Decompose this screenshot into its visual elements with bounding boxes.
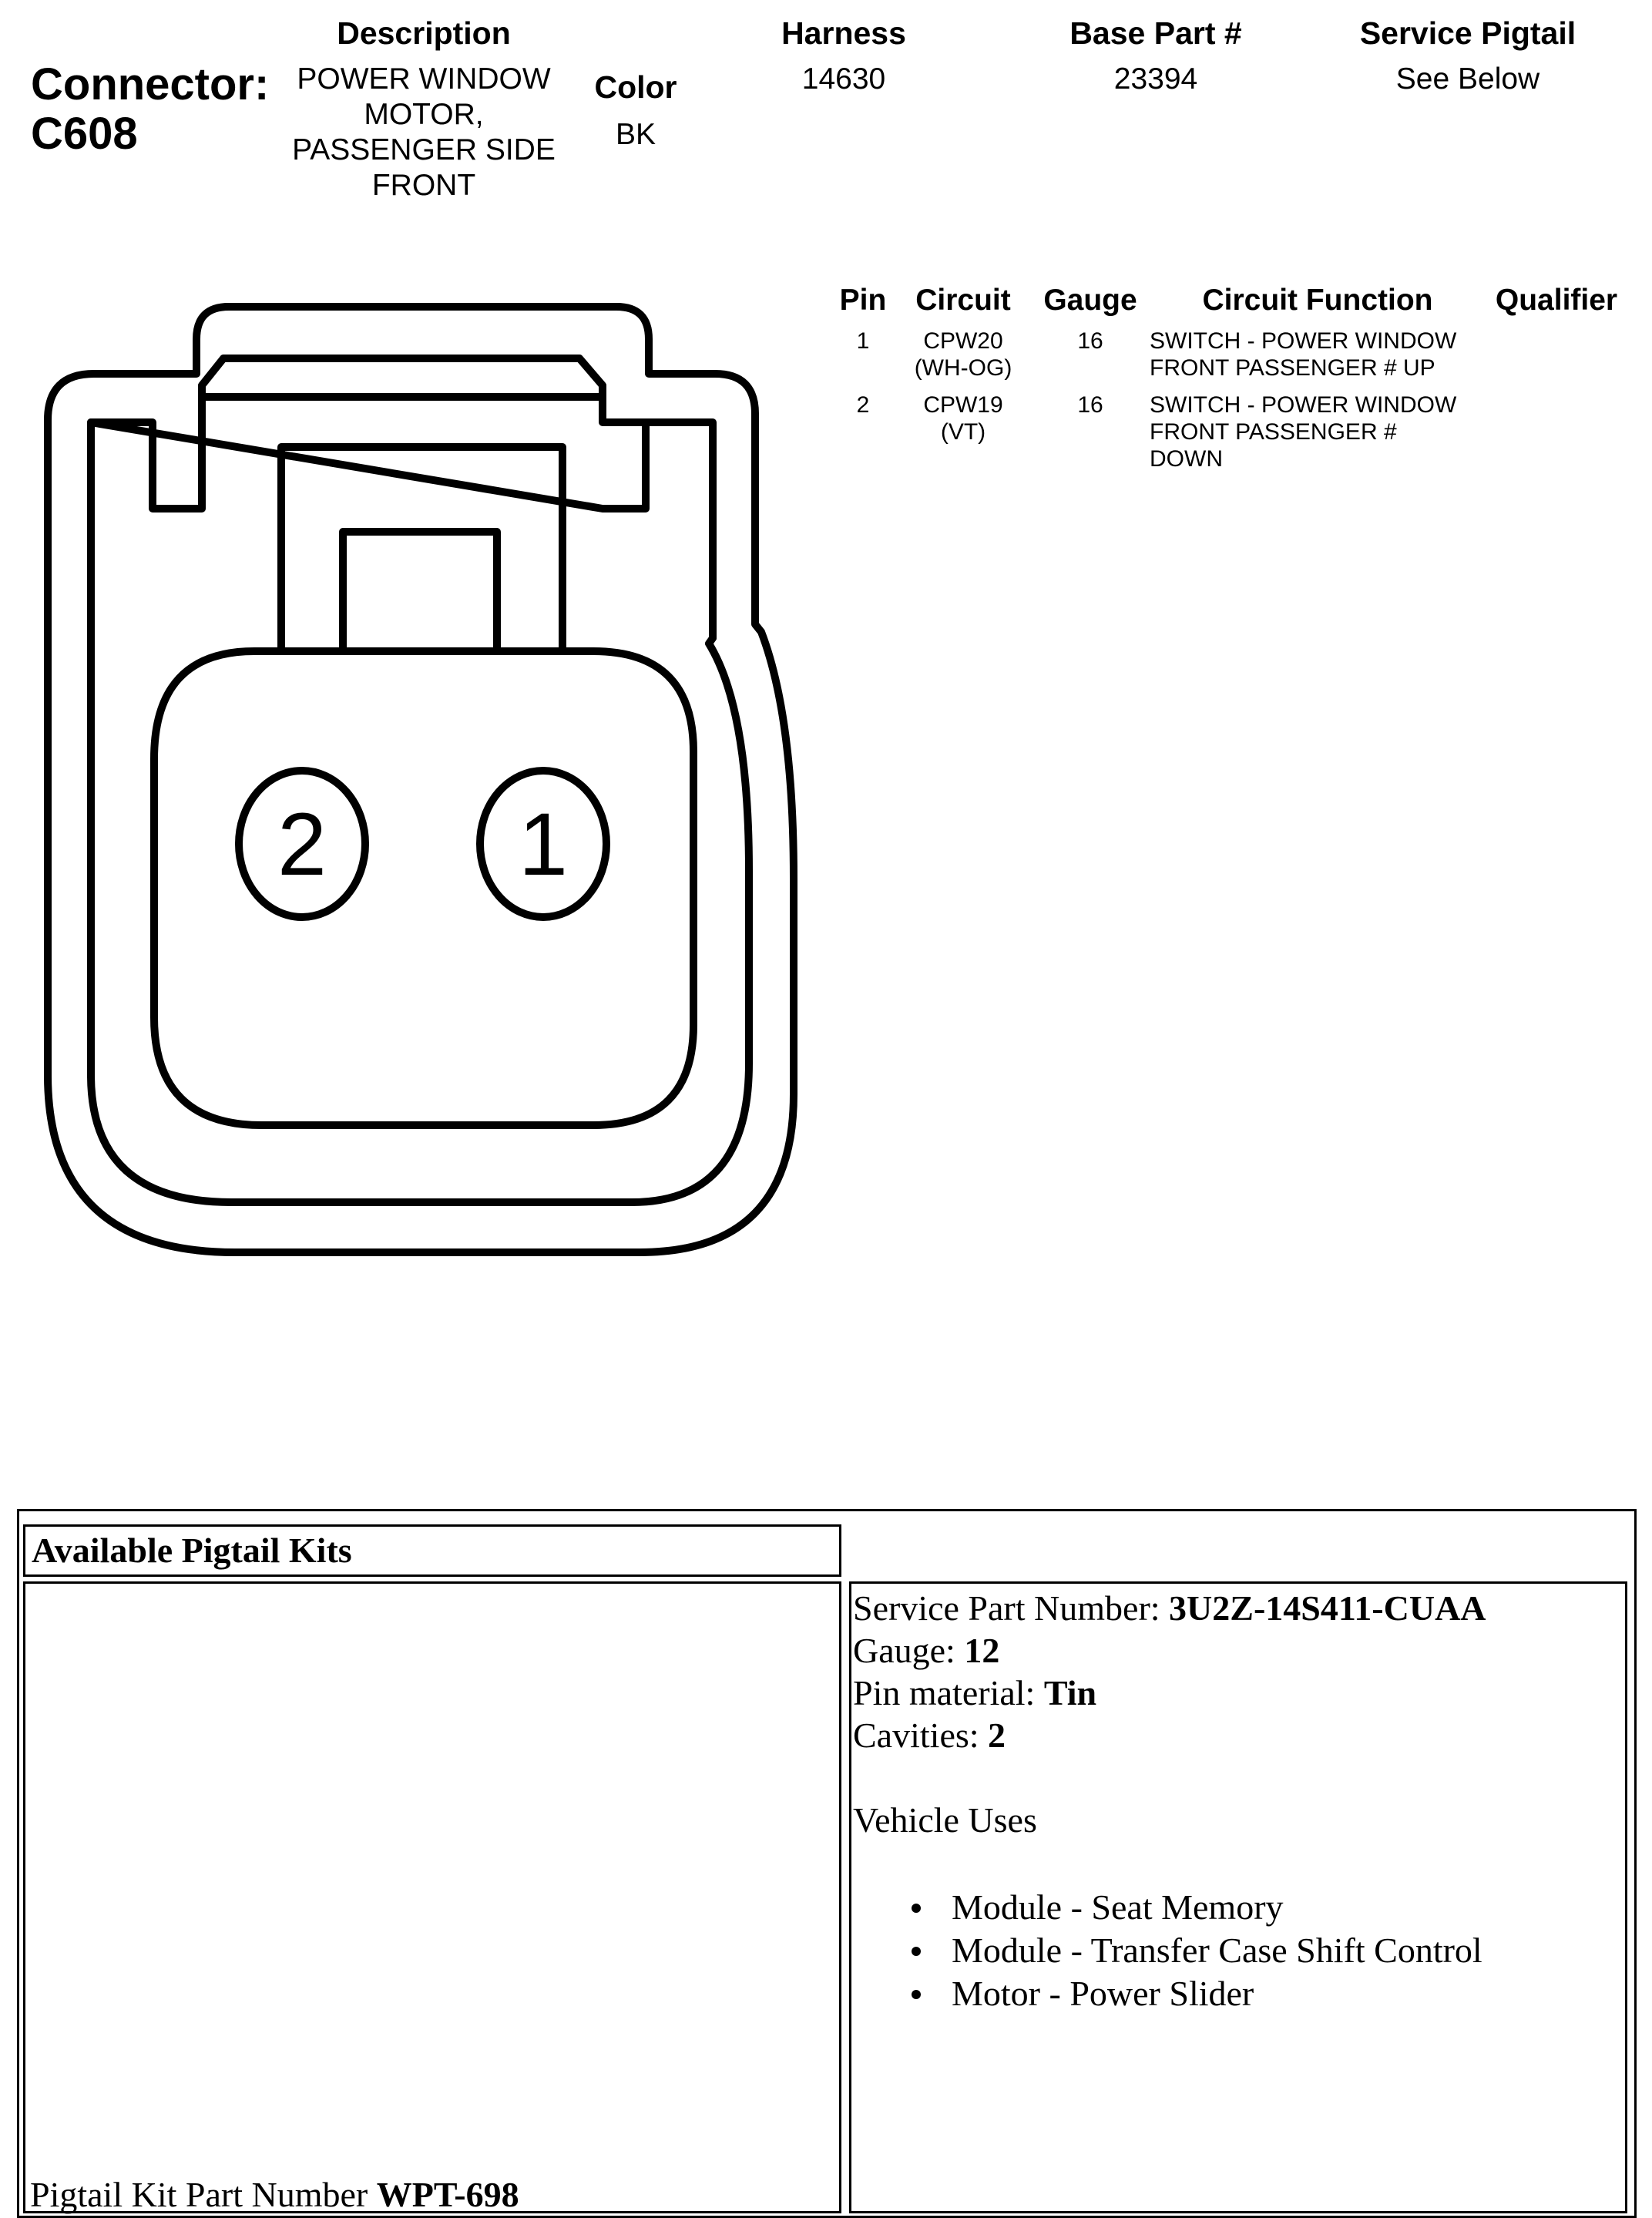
- base-part-value: 23394: [1113, 62, 1198, 96]
- harness-value: 14630: [801, 62, 886, 96]
- circuit-function-line: SWITCH - POWER WINDOW: [1150, 328, 1457, 354]
- connector-face-diagram: [0, 0, 848, 1310]
- gauge-label: Gauge:: [853, 1631, 965, 1670]
- pin-number: 2: [856, 392, 870, 418]
- connector-id: C608: [31, 109, 138, 159]
- pin-material-value: Tin: [1043, 1673, 1097, 1712]
- gauge-cell: 16: [1077, 392, 1103, 418]
- circuit-cell: [902, 328, 1025, 381]
- circuit-function-column-header: Circuit Function: [1202, 284, 1433, 317]
- pin-material: [853, 1672, 1486, 1714]
- circuit-code: CPW19: [923, 392, 1003, 418]
- circuit-color: (VT): [940, 419, 986, 445]
- description-line: POWER WINDOW: [297, 62, 551, 96]
- description-line: FRONT: [371, 169, 476, 202]
- housing-inner-shell: [91, 422, 749, 1202]
- service-pigtail-value: See Below: [1395, 62, 1540, 96]
- kit-part-value: WPT-698: [376, 2175, 519, 2214]
- gauge-cell: 16: [1077, 328, 1103, 354]
- cavities-label: Cavities:: [853, 1716, 989, 1755]
- gauge-column-header: Gauge: [1043, 284, 1137, 317]
- circuit-column-header: Circuit: [915, 284, 1011, 317]
- pigtail-gauge: [853, 1629, 1486, 1672]
- cavities-value: 2: [988, 1716, 1006, 1755]
- service-part-number: [853, 1587, 1486, 1629]
- cavities: [853, 1714, 1486, 1756]
- service-pigtail-header: Service Pigtail: [1359, 15, 1576, 51]
- pin-1-label: 1: [519, 795, 568, 894]
- kit-part-label: Pigtail Kit Part Number: [30, 2175, 377, 2214]
- vehicle-use-item: Motor - Power Slider: [912, 1972, 1486, 2015]
- pin-column-header: Pin: [839, 284, 887, 317]
- circuit-function-line: FRONT PASSENGER #: [1150, 419, 1397, 445]
- description-line: MOTOR,: [364, 98, 484, 131]
- service-part-label: Service Part Number:: [853, 1588, 1170, 1628]
- color-header: Color: [594, 69, 677, 105]
- circuit-function-cell: [1150, 328, 1481, 381]
- vehicle-uses-list: [912, 1886, 1486, 2015]
- vehicle-use-item: Module - Seat Memory: [912, 1886, 1486, 1929]
- vehicle-use-item: Module - Transfer Case Shift Control: [912, 1929, 1486, 1972]
- pigtail-image-cell: [23, 1581, 841, 2213]
- service-part-value: 3U2Z-14S411-CUAA: [1169, 1588, 1486, 1628]
- gauge-value: 12: [964, 1631, 1000, 1670]
- description-header: Description: [337, 15, 511, 51]
- vehicle-uses-label: Vehicle Uses: [853, 1800, 1037, 1840]
- color-value: BK: [615, 118, 656, 151]
- description-line: PASSENGER SIDE: [292, 133, 556, 166]
- circuit-function-line: DOWN: [1150, 446, 1223, 472]
- base-part-header: Base Part #: [1069, 15, 1242, 51]
- pin-number: 1: [856, 328, 870, 354]
- pin-material-label: Pin material:: [853, 1673, 1044, 1712]
- pigtail-details-cell: [849, 1581, 1627, 2213]
- harness-header: Harness: [781, 15, 906, 51]
- pin-2-label: 2: [277, 795, 327, 894]
- circuit-code: CPW20: [923, 328, 1003, 354]
- pigtail-kits-title: Available Pigtail Kits: [32, 1531, 352, 1570]
- terminal-cavity-block: [154, 651, 693, 1125]
- pigtail-kits-title-cell: [23, 1524, 841, 1577]
- circuit-color: (WH-OG): [914, 355, 1012, 381]
- housing-right-wall: [646, 422, 713, 638]
- circuit-cell: [902, 392, 1025, 445]
- latch-tab: [343, 532, 497, 651]
- pigtail-spec-list: [853, 1587, 1486, 2015]
- circuit-function-line: SWITCH - POWER WINDOW: [1150, 392, 1457, 418]
- qualifier-column-header: Qualifier: [1495, 284, 1618, 317]
- connector-label: Connector:: [31, 59, 270, 109]
- circuit-function-cell: [1150, 392, 1481, 472]
- circuit-function-line: FRONT PASSENGER # UP: [1150, 355, 1435, 381]
